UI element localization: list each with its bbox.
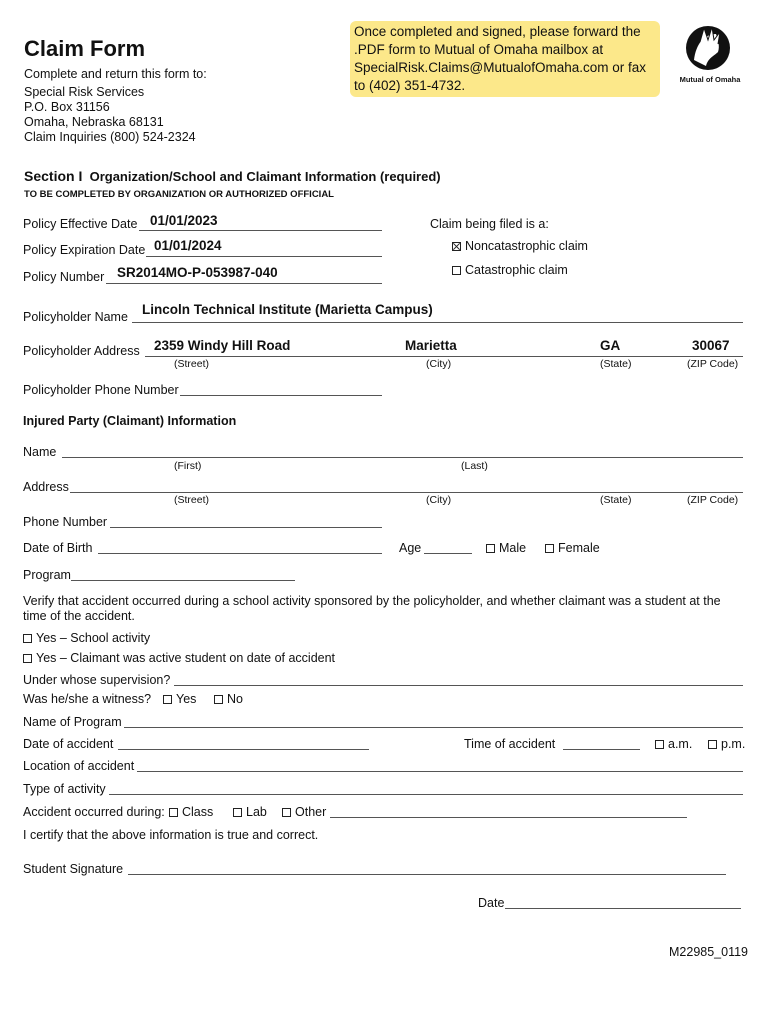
other-line[interactable] (330, 817, 687, 818)
witness-yes-option[interactable] (163, 692, 196, 706)
policyholder-name-label: Policyholder Name (23, 310, 128, 324)
policy-effective-line[interactable] (139, 230, 382, 231)
caption-claimant-state: (State) (600, 494, 632, 506)
supervision-label: Under whose supervision? (23, 673, 171, 687)
date-label: Date (478, 896, 505, 910)
dob-line[interactable] (98, 553, 382, 554)
yes-school-option[interactable] (23, 631, 150, 645)
class-option[interactable] (169, 805, 213, 819)
yes-student-option[interactable] (23, 651, 335, 665)
section-label: Section I (24, 168, 83, 184)
caption-claimant-city: (City) (426, 494, 452, 506)
address-street-value[interactable]: 2359 Windy Hill Road (154, 338, 291, 353)
claimant-phone-label: Phone Number (23, 515, 108, 529)
certify-text: I certify that the above information is true and correct. (23, 828, 319, 842)
class-checkbox[interactable] (169, 808, 178, 817)
pm-label: p.m. (721, 737, 746, 751)
female-checkbox[interactable] (545, 544, 554, 553)
catastrophic-option[interactable] (452, 263, 568, 277)
accident-date-label: Date of accident (23, 737, 114, 751)
caption-zip: (ZIP Code) (687, 358, 739, 370)
policyholder-address-label: Policyholder Address (23, 344, 140, 358)
witness-no-checkbox[interactable] (214, 695, 223, 704)
address-line-2: P.O. Box 31156 (24, 100, 110, 114)
instructions-text: Complete and return this form to: (24, 67, 207, 81)
policy-expiration-label: Policy Expiration Date (23, 243, 146, 257)
am-label: a.m. (668, 737, 693, 751)
policy-effective-value[interactable]: 01/01/2023 (150, 213, 218, 228)
section-subheading: TO BE COMPLETED BY ORGANIZATION OR AUTHORIZED OFFICIAL (24, 189, 334, 200)
program-label: Program (23, 568, 71, 582)
am-checkbox[interactable] (655, 740, 664, 749)
policy-number-label: Policy Number (23, 270, 105, 284)
pm-checkbox[interactable] (708, 740, 717, 749)
policy-number-line[interactable] (106, 283, 382, 284)
policyholder-address-line[interactable] (145, 356, 743, 357)
claimant-address-line[interactable] (70, 492, 743, 493)
witness-no-label: No (227, 692, 243, 706)
location-label: Location of accident (23, 759, 135, 773)
caption-claimant-street: (Street) (174, 494, 210, 506)
witness-no-option[interactable] (214, 692, 243, 706)
form-title: Claim Form (24, 36, 146, 61)
submission-notice: Once completed and signed, please forward the .PDF form to Mutual of Omaha mailbox at SpecialRisk.Claims@MutualofOmaha.com or fax to (402) 351-4732. (350, 21, 660, 97)
pm-option[interactable] (708, 737, 745, 751)
lab-option[interactable] (233, 805, 267, 819)
program-line[interactable] (71, 580, 295, 581)
address-zip-value[interactable]: 30067 (692, 338, 730, 353)
yes-school-label: Yes – School activity (36, 631, 151, 645)
lab-label: Lab (246, 805, 267, 819)
supervision-line[interactable] (174, 685, 743, 686)
program-name-line[interactable] (124, 727, 743, 728)
caption-state: (State) (600, 358, 632, 370)
address-city-value[interactable]: Marietta (405, 338, 457, 353)
male-label: Male (499, 541, 527, 555)
noncatastrophic-checkbox[interactable] (452, 242, 461, 251)
signature-line[interactable] (128, 874, 726, 875)
witness-yes-checkbox[interactable] (163, 695, 172, 704)
policyholder-phone-label: Policyholder Phone Number (23, 383, 179, 397)
section-title: Organization/School and Claimant Information (required) (89, 169, 441, 184)
policy-effective-label: Policy Effective Date (23, 217, 138, 231)
claimant-address-label: Address (23, 480, 69, 494)
lab-checkbox[interactable] (233, 808, 242, 817)
age-label: Age (399, 541, 422, 555)
age-line[interactable] (424, 553, 472, 554)
male-option[interactable] (486, 541, 526, 555)
program-name-label: Name of Program (23, 715, 122, 729)
class-label: Class (182, 805, 214, 819)
policyholder-phone-line[interactable] (180, 395, 382, 396)
yes-school-checkbox[interactable] (23, 634, 32, 643)
female-option[interactable] (545, 541, 600, 555)
injured-party-heading: Injured Party (Claimant) Information (23, 414, 237, 428)
other-label: Other (295, 805, 327, 819)
policyholder-name-line[interactable] (132, 322, 743, 323)
yes-student-label: Yes – Claimant was active student on date of accident (36, 651, 336, 665)
catastrophic-label: Catastrophic claim (465, 263, 568, 277)
other-checkbox[interactable] (282, 808, 291, 817)
caption-street: (Street) (174, 358, 210, 370)
claimant-name-line[interactable] (62, 457, 743, 458)
am-option[interactable] (655, 737, 692, 751)
catastrophic-checkbox[interactable] (452, 266, 461, 275)
signature-label: Student Signature (23, 862, 124, 876)
yes-student-checkbox[interactable] (23, 654, 32, 663)
caption-city: (City) (426, 358, 452, 370)
location-line[interactable] (137, 771, 743, 772)
address-line-3: Omaha, Nebraska 68131 (24, 115, 164, 129)
address-line-4: Claim Inquiries (800) 524-2324 (24, 130, 196, 144)
address-line-1: Special Risk Services (24, 85, 145, 99)
activity-line[interactable] (109, 794, 743, 795)
female-label: Female (558, 541, 600, 555)
caption-claimant-zip: (ZIP Code) (687, 494, 739, 506)
accident-time-label: Time of accident (464, 737, 556, 751)
claimant-phone-line[interactable] (110, 527, 382, 528)
other-option[interactable] (282, 805, 326, 819)
male-checkbox[interactable] (486, 544, 495, 553)
policyholder-name-value[interactable]: Lincoln Technical Institute (Marietta Campus) (142, 302, 433, 317)
activity-label: Type of activity (23, 782, 106, 796)
policy-expiration-line[interactable] (146, 256, 382, 257)
accident-date-line[interactable] (118, 749, 369, 750)
logo-text: Mutual of Omaha (679, 75, 741, 84)
noncatastrophic-option[interactable] (452, 239, 588, 253)
policy-number-value[interactable]: SR2014MO-P-053987-040 (117, 265, 278, 280)
accident-time-line[interactable] (563, 749, 640, 750)
date-line[interactable] (505, 908, 741, 909)
verify-text: Verify that accident occurred during a school activity sponsored by the policyholder, and whether claimant was a student at the time of the accident. (23, 594, 721, 623)
form-number: M22985_0119 (669, 945, 749, 959)
caption-last: (Last) (461, 460, 488, 472)
witness-label: Was he/she a witness? (23, 692, 152, 706)
policy-expiration-value[interactable]: 01/01/2024 (154, 238, 222, 253)
witness-yes-label: Yes (176, 692, 197, 706)
noncatastrophic-label: Noncatastrophic claim (465, 239, 588, 253)
dob-label: Date of Birth (23, 541, 93, 555)
section-heading (24, 168, 441, 184)
claim-type-label: Claim being filed is a: (430, 217, 549, 231)
occurred-label: Accident occurred during: (23, 805, 165, 819)
claimant-name-label: Name (23, 445, 57, 459)
caption-first: (First) (174, 460, 202, 472)
address-state-value[interactable]: GA (600, 338, 621, 353)
